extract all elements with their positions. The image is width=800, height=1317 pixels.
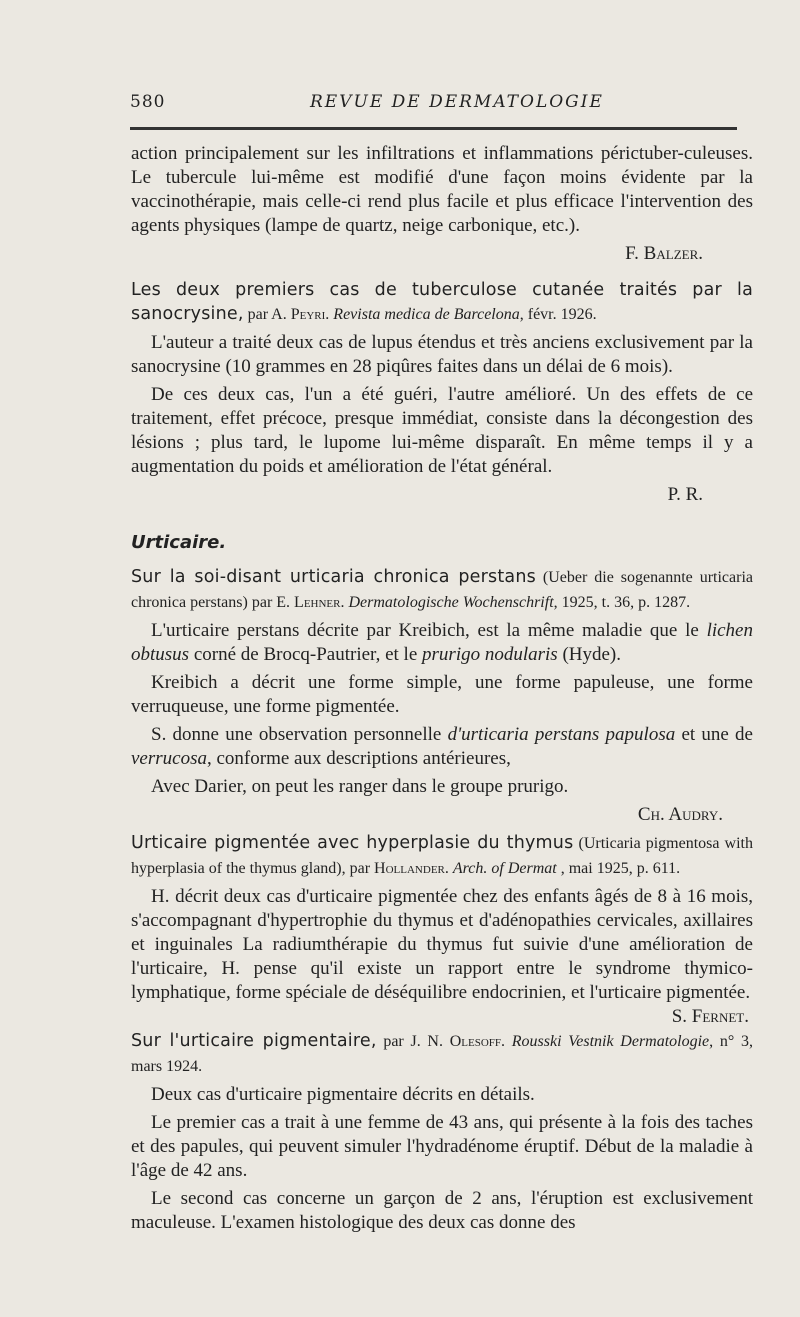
entry5-title: Sur l'urticaire pigmentaire, bbox=[131, 1031, 377, 1051]
entry2-paragraph: L'auteur a traité deux cas de lupus étendus et très anciens exclusivement par la sanocrysine (10 grammes en 28 piqûres faites dans un délai de 6 mois). bbox=[131, 332, 753, 377]
entry5-citation: Sur l'urticaire pigmentaire, par J. N. Olesoff. Rousski Vestnik Dermatologie, n° 3, mars 1924. bbox=[131, 1031, 754, 1075]
entry2-title: Les deux premiers cas de tuberculose cutanée traités par la sanocrysine, bbox=[131, 280, 753, 324]
entry2-citation: Les deux premiers cas de tuberculose cutanée traités par la sanocrysine, par A. Peyri. Revista medica de Barcelona, févr. 1926. bbox=[131, 280, 753, 324]
entry4-paragraph: H. décrit deux cas d'urticaire pigmentée chez des enfants âgés de 8 à 16 mois, s'accompagnant d'hypertrophie du thymus et d'adénopathies cervicales, axillaires et inguinales La radiumthérapie du thymus fut suivie d'une amélioration de l'urticaire, H. pense qu'il existe un rapport entre le syndrome thymico-lymphatique, forme spéciale de déséquilibre endocrinien, et l'urticaire pigmentée. S. Fernet. bbox=[131, 886, 753, 1027]
section-heading: Urticaire. bbox=[131, 532, 227, 553]
entry2-journal: Revista medica de Barcelona bbox=[333, 306, 520, 323]
entry4-author: Hollander bbox=[374, 860, 445, 877]
entry1-body: action principalement sur les infiltrations et inflammations périctuber-culeuses. Le tubercule lui-même est modifié d'une façon moins évidente par la vaccinothérapie, mais celle-ci rend plus facile et plus efficace l'intervention des agents physiques (lampe de quartz, neige carbonique, etc.). bbox=[131, 143, 753, 236]
entry3-citation: Sur la soi-disant urticaria chronica perstans (Ueber die sogenannte urticaria chronica perstans) par E. Lehner. Dermatologische Wochenschrift, 1925, t. 36, p. 1287. bbox=[131, 567, 754, 611]
entry3-signature: Ch. Audry. bbox=[637, 804, 723, 825]
entry3-title: Sur la soi-disant urticaria chronica perstans bbox=[131, 567, 536, 587]
entry2-author: Peyri bbox=[290, 306, 326, 323]
running-head bbox=[130, 92, 750, 120]
entry3-paragraph: L'urticaire perstans décrite par Kreibich, est la même maladie que le lichen obtusus corné de Brocq-Pautrier, et le prurigo nodularis (Hyde). bbox=[131, 620, 753, 665]
entry4-journal: Arch. of Dermat bbox=[452, 860, 557, 877]
entry3-paragraph: S. donne une observation personnelle d'urticaria perstans papulosa et une de verrucosa, conforme aux descriptions antérieures, bbox=[131, 724, 753, 769]
entry5-paragraph: Le second cas concerne un garçon de 2 ans, l'éruption est exclusivement maculeuse. L'examen histologique des deux cas donne des bbox=[131, 1188, 753, 1233]
article-body bbox=[131, 142, 753, 1239]
entry5-paragraph: Deux cas d'urticaire pigmentaire décrits en détails. bbox=[151, 1084, 535, 1105]
entry3-paragraph: Kreibich a décrit une forme simple, une forme papuleuse, une forme verruqueuse, une forme pigmentée. bbox=[131, 672, 753, 717]
entry2-signature: P. R. bbox=[667, 484, 703, 505]
entry5-author: Olesoff bbox=[449, 1033, 502, 1050]
entry5-paragraph: Le premier cas a trait à une femme de 43 ans, qui présente à la fois des taches et des papules, qui peuvent simuler l'hydradénome éruptif. Début de la maladie à l'âge de 42 ans. bbox=[131, 1112, 753, 1181]
entry3-journal: Dermatologische Wochenschrift bbox=[348, 594, 554, 611]
entry1-signature: F. Balzer. bbox=[625, 243, 703, 264]
entry3-paragraph: Avec Darier, on peut les ranger dans le groupe prurigo. bbox=[151, 776, 569, 797]
entry3-author: Lehner bbox=[294, 594, 341, 611]
entry4-title: Urticaire pigmentée avec hyperplasie du thymus bbox=[131, 833, 574, 853]
entry4-citation: Urticaire pigmentée avec hyperplasie du thymus (Urticaria pigmentosa with hyperplasia of the thymus gland), par Hollander. Arch. of Dermat , mai 1925, p. 611. bbox=[131, 833, 753, 877]
page-number: 580 bbox=[130, 92, 166, 112]
entry4-signature: S. Fernet. bbox=[671, 1006, 749, 1027]
entry2-paragraph: De ces deux cas, l'un a été guéri, l'autre amélioré. Un des effets de ce traitement, effet précoce, presque immédiat, consiste dans la décongestion des lésions ; plus tard, le lupome lui-même disparaît. En même temps il y a augmentation du poids et amélioration de l'état général. bbox=[131, 384, 753, 477]
header-rule bbox=[130, 127, 737, 130]
journal-title: REVUE DE DERMATOLOGIE bbox=[310, 92, 604, 112]
entry5-journal: Rousski Vestnik Dermatologie bbox=[511, 1033, 710, 1050]
